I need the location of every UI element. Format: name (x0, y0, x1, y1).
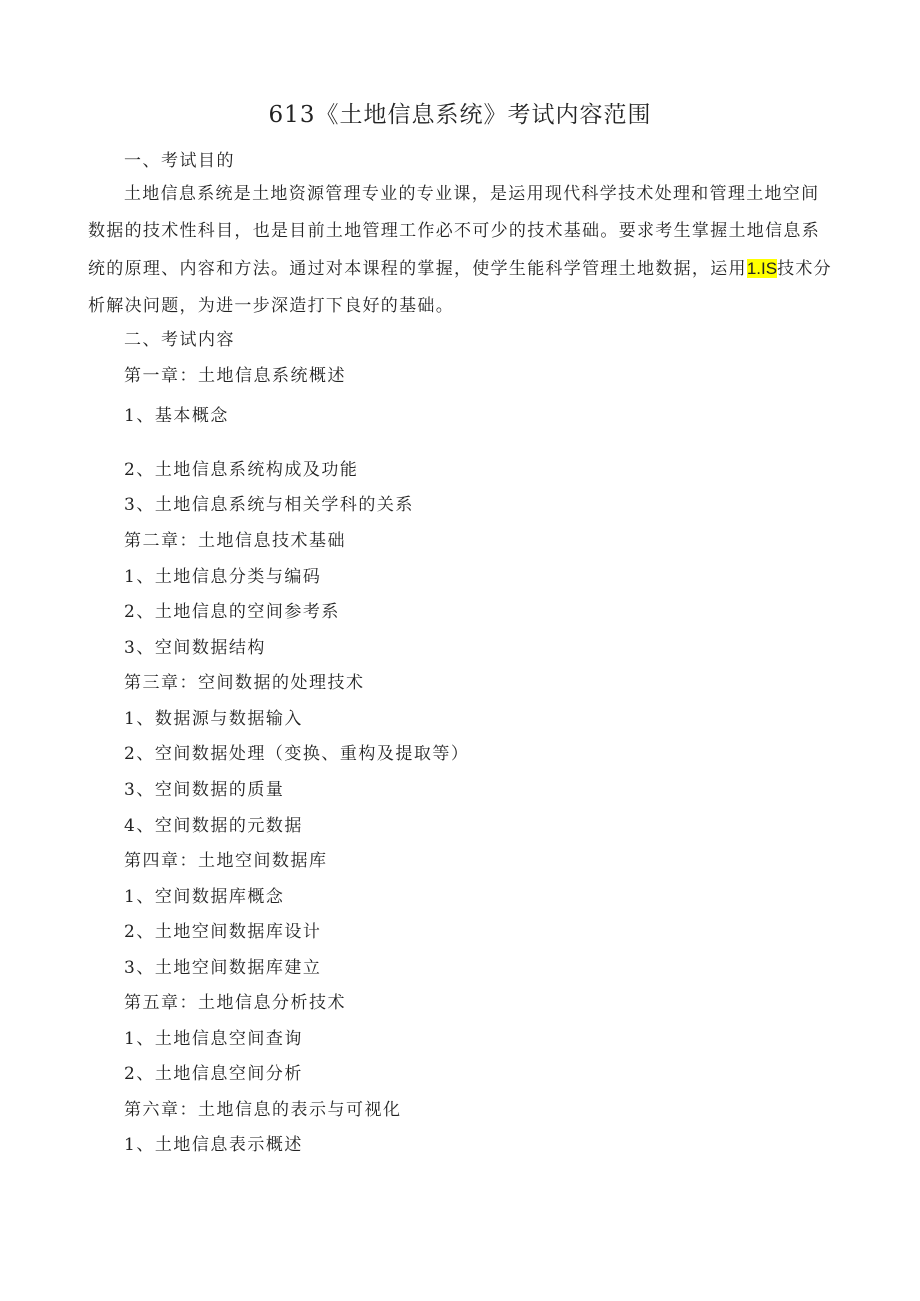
document-title: 613《土地信息系统》考试内容范围 (268, 102, 652, 128)
chapter-2-title: 第二章：土地信息技术基础 (124, 531, 346, 551)
purpose-line-3-before: 统的原理、内容和方法。通过对本课程的掌握，使学生能科学管理土地数据，运用 (88, 259, 747, 279)
chapter-4-title: 第四章：土地空间数据库 (124, 851, 328, 871)
purpose-paragraph (88, 176, 838, 325)
purpose-line-3-after: 技术分 (777, 259, 832, 279)
chapter-2-item-2: 2、土地信息的空间参考系 (124, 602, 340, 622)
purpose-line-2: 数据的技术性科目，也是目前土地管理工作必不可少的技术基础。要求考生掌握土地信息系 (88, 221, 820, 241)
chapter-3-item-1: 1、数据源与数据输入 (124, 709, 303, 729)
chapter-3-item-3: 3、空间数据的质量 (124, 780, 285, 800)
purpose-line-1: 土地信息系统是土地资源管理专业的专业课，是运用现代科学技术处理和管理土地空间 (124, 184, 820, 204)
chapter-4-item-3: 3、土地空间数据库建立 (124, 958, 322, 978)
chapter-5-item-1: 1、土地信息空间查询 (124, 1029, 303, 1049)
highlighted-text: 1.IS (746, 259, 778, 278)
chapter-6-title: 第六章：土地信息的表示与可视化 (124, 1100, 402, 1120)
chapter-6-item-1: 1、土地信息表示概述 (124, 1135, 303, 1155)
chapter-3-title: 第三章：空间数据的处理技术 (124, 673, 365, 693)
chapter-1-item-3: 3、土地信息系统与相关学科的关系 (124, 495, 414, 515)
chapter-1-item-2: 2、土地信息系统构成及功能 (124, 460, 359, 480)
chapter-3-item-4: 4、空间数据的元数据 (124, 816, 303, 836)
section-heading-purpose: 一、考试目的 (124, 151, 235, 171)
chapter-2-item-3: 3、空间数据结构 (124, 638, 266, 658)
chapter-1-item-1: 1、基本概念 (124, 406, 229, 426)
purpose-line-3 (88, 250, 838, 288)
chapter-3-item-2: 2、空间数据处理（变换、重构及提取等） (124, 744, 470, 764)
chapter-1-title: 第一章：土地信息系统概述 (124, 366, 346, 386)
chapter-2-item-1: 1、土地信息分类与编码 (124, 567, 322, 587)
chapter-5-item-2: 2、土地信息空间分析 (124, 1064, 303, 1084)
chapter-4-item-2: 2、土地空间数据库设计 (124, 922, 322, 942)
section-heading-content: 二、考试内容 (124, 330, 235, 350)
purpose-line-4: 析解决问题，为进一步深造打下良好的基础。 (88, 296, 454, 316)
chapter-5-title: 第五章：土地信息分析技术 (124, 993, 346, 1013)
chapter-4-item-1: 1、空间数据库概念 (124, 887, 285, 907)
